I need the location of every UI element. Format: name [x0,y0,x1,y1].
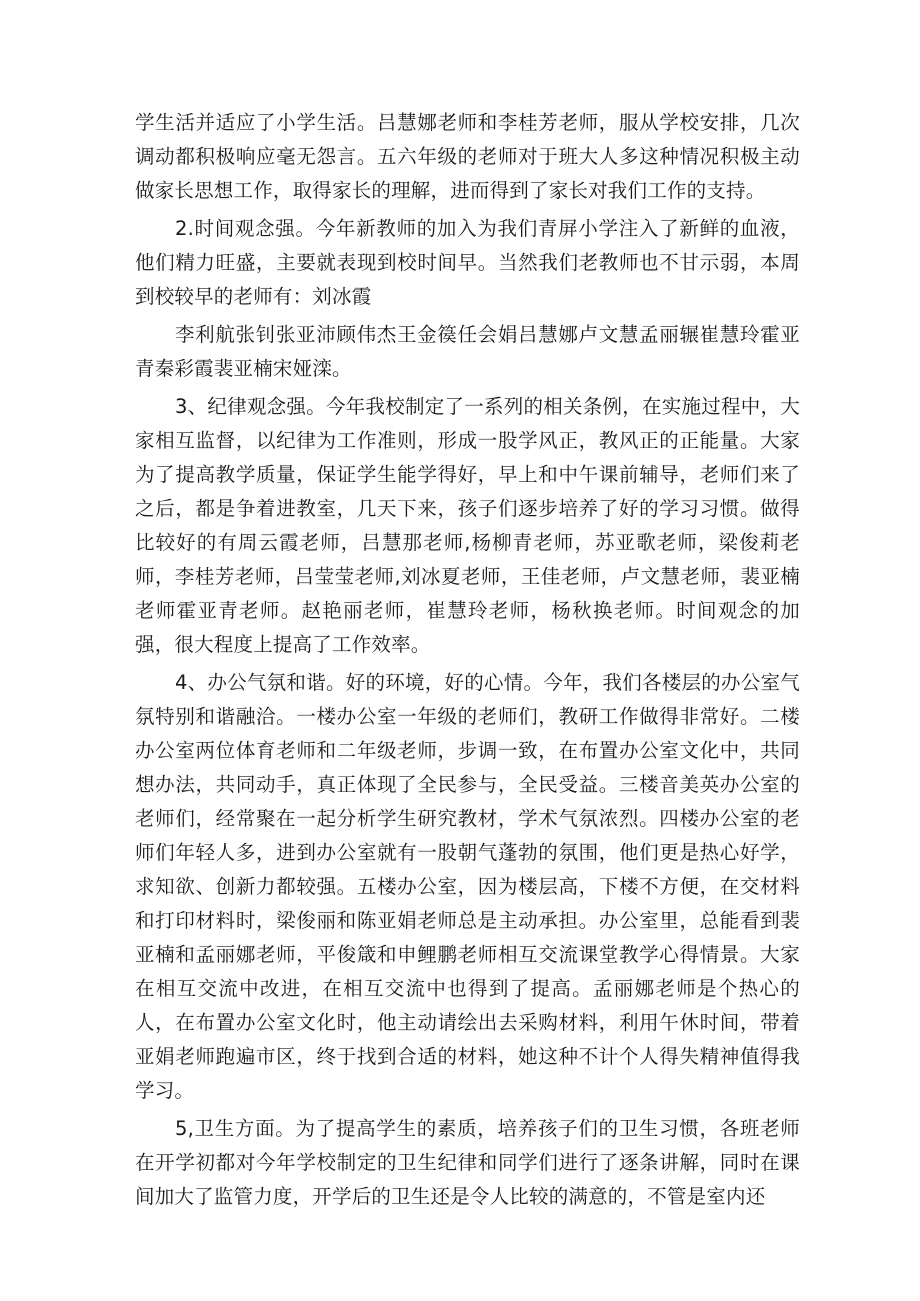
paragraph-hygiene: 5,卫生方面。为了提高学生的素质，培养孩子们的卫生习惯，各班老师在开学初都对今年学校制定的卫生纪律和同学们进行了逐条讲解，同时在课间加大了监管力度，开学后的卫生还是令人比较的满意的，不管是室内还 [135,1117,800,1208]
document-body [135,106,800,1218]
paragraph-continuation: 学生活并适应了小学生活。吕慧娜老师和李桂芳老师，服从学校安排，几次调动都积极响应毫无怨言。五六年级的老师对于班大人多这种情况积极主动做家长思想工作，取得家长的理解，进而得到了家长对我们工作的支持。 [135,111,800,202]
paragraph-office-atmosphere: 4、办公气氛和谐。好的环境，好的心情。今年，我们各楼层的办公室气氛特别和谐融洽。一楼办公室一年级的老师们，教研工作做得非常好。二楼办公室两位体育老师和二年级老师，步调一致，在布置办公室文化中，共同想办法，共同动手，真正体现了全民参与，全民受益。三楼音美英办公室的老师们，经常聚在一起分析学生研究教材，学术气氛浓烈。四楼办公室的老师们年轻人多，进到办公室就有一股朝气蓬勃的氛围，他们更是热心好学，求知欲、创新力都较强。五楼办公室，因为楼层高，下楼不方便，在交材料和打印材料时，梁俊丽和陈亚娟老师总是主动承担。办公室里，总能看到裴亚楠和孟丽娜老师，平俊箴和申鲤鹏老师相互交流课堂教学心得情景。大家在相互交流中改进，在相互交流中也得到了提高。孟丽娜老师是个热心的人，在布置办公室文化时，他主动请绘出去采购材料，利用午休时间，带着亚娟老师跑遍市区，终于找到合适的材料，她这种不计个人得失精神值得我学习。 [135,671,800,1102]
paragraph-teacher-names: 李利航张钊张亚沛顾伟杰王金篌任会娟吕慧娜卢文慧孟丽辗崔慧玲霍亚青秦彩霞裴亚楠宋娅滦。 [135,323,800,380]
paragraph-time-concept: 2.时间观念强。今年新教师的加入为我们青屏小学注入了新鲜的血液，他们精力旺盛，主要就表现到校时间早。当然我们老教师也不甘示弱，本周到校较早的老师有：刘冰霞 [135,217,800,308]
paragraph-discipline: 3、纪律观念强。今年我校制定了一系列的相关条例，在实施过程中，大家相互监督，以纪律为工作准则，形成一股学风正，教风正的正能量。大家为了提高教学质量，保证学生能学得好，早上和中午课前辅导，老师们来了之后，都是争着进教室，几天下来，孩子们逐步培养了好的学习习惯。做得比较好的有周云霞老师，吕慧那老师,杨柳青老师，苏亚歌老师，梁俊莉老师，李桂芳老师，吕莹莹老师,刘冰夏老师，王佳老师，卢文慧老师，裴亚楠老师霍亚青老师。赵艳丽老师，崔慧玲老师，杨秋换老师。时间观念的加强，很大程度上提高了工作效率。 [135,395,800,656]
